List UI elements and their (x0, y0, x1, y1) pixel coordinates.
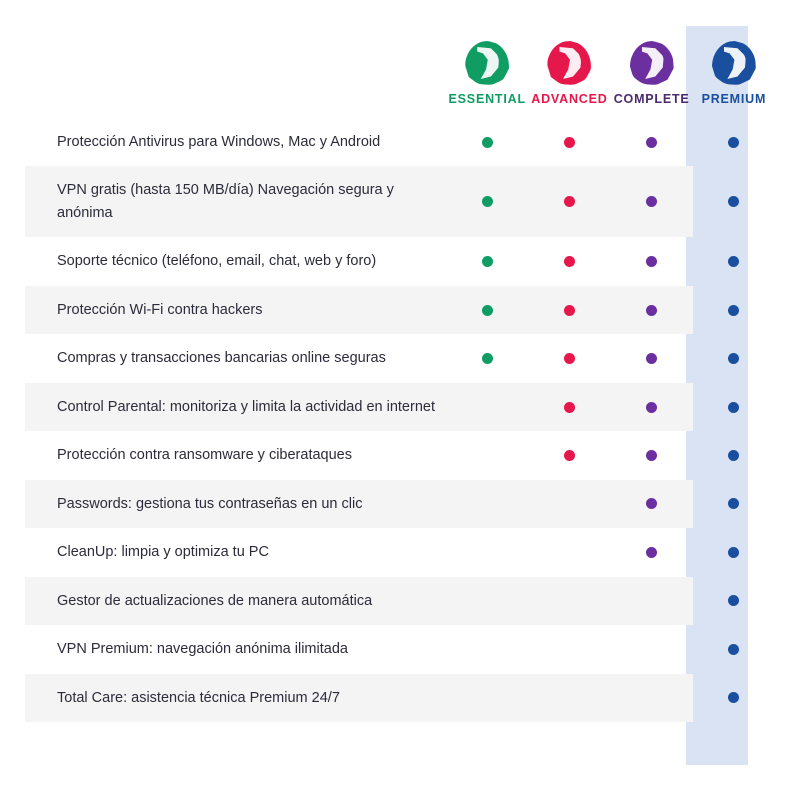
availability-cell-complete (611, 237, 693, 285)
feature-label: VPN Premium: navegación anónima ilimitada (57, 641, 348, 658)
feature-label: VPN gratis (hasta 150 MB/día) Navegación segura y anónima (57, 182, 394, 221)
availability-cell-premium (693, 334, 775, 382)
included-dot-icon (646, 402, 657, 413)
availability-cell-essential (446, 577, 528, 625)
plan-header-premium[interactable] (693, 0, 775, 118)
feature-label: Gestor de actualizaciones de manera automática (57, 592, 373, 609)
availability-cell-complete (611, 577, 693, 625)
table-header (25, 0, 775, 118)
feature-cell (25, 431, 446, 479)
included-dot-icon (728, 196, 739, 207)
availability-cell-essential (446, 431, 528, 479)
availability-cell-advanced (528, 118, 610, 166)
availability-cell-essential (446, 334, 528, 382)
included-dot-icon (482, 137, 493, 148)
not-included-blank (482, 547, 493, 558)
not-included-blank (564, 498, 575, 509)
availability-cell-advanced (528, 528, 610, 576)
availability-cell-premium (693, 237, 775, 285)
table-body (25, 118, 775, 722)
availability-cell-advanced (528, 383, 610, 431)
feature-cell (25, 237, 446, 285)
plan-name-label: PREMIUM (701, 92, 767, 106)
feature-cell (25, 674, 446, 722)
not-included-blank (646, 692, 657, 703)
table-row (25, 118, 775, 166)
plan-comparison-table (25, 0, 775, 722)
availability-cell-advanced (528, 577, 610, 625)
availability-cell-complete (611, 431, 693, 479)
feature-cell (25, 480, 446, 528)
feature-cell (25, 577, 446, 625)
not-included-blank (564, 595, 575, 606)
availability-cell-advanced (528, 625, 610, 673)
included-dot-icon (728, 256, 739, 267)
availability-cell-complete (611, 625, 693, 673)
included-dot-icon (728, 137, 739, 148)
table-row (25, 528, 775, 576)
included-dot-icon (564, 137, 575, 148)
not-included-blank (564, 547, 575, 558)
table-row (25, 431, 775, 479)
availability-cell-complete (611, 528, 693, 576)
included-dot-icon (564, 450, 575, 461)
feature-column-header (25, 0, 446, 118)
not-included-blank (564, 692, 575, 703)
availability-cell-advanced (528, 431, 610, 479)
availability-cell-premium (693, 431, 775, 479)
availability-cell-premium (693, 625, 775, 673)
included-dot-icon (564, 353, 575, 364)
table-row (25, 286, 775, 334)
availability-cell-complete (611, 674, 693, 722)
plan-header-advanced[interactable] (528, 0, 610, 118)
included-dot-icon (564, 305, 575, 316)
not-included-blank (482, 450, 493, 461)
plan-header-essential[interactable] (446, 0, 528, 118)
availability-cell-complete (611, 286, 693, 334)
feature-cell (25, 528, 446, 576)
feature-label: Control Parental: monitoriza y limita la actividad en internet (57, 398, 435, 415)
availability-cell-complete (611, 480, 693, 528)
feature-cell (25, 334, 446, 382)
feature-label: Protección Wi-Fi contra hackers (57, 301, 263, 318)
feature-label: Protección contra ransomware y ciberataques (57, 447, 352, 464)
included-dot-icon (482, 256, 493, 267)
feature-cell (25, 625, 446, 673)
availability-cell-essential (446, 480, 528, 528)
included-dot-icon (728, 692, 739, 703)
availability-cell-essential (446, 674, 528, 722)
table-row (25, 237, 775, 285)
shield-leaf-icon (465, 41, 509, 85)
included-dot-icon (728, 402, 739, 413)
included-dot-icon (564, 256, 575, 267)
availability-cell-essential (446, 625, 528, 673)
feature-label: Total Care: asistencia técnica Premium 24/7 (57, 689, 340, 706)
availability-cell-advanced (528, 286, 610, 334)
included-dot-icon (728, 595, 739, 606)
availability-cell-premium (693, 528, 775, 576)
included-dot-icon (728, 305, 739, 316)
availability-cell-premium (693, 166, 775, 237)
shield-leaf-icon (547, 41, 591, 85)
not-included-blank (482, 644, 493, 655)
availability-cell-premium (693, 118, 775, 166)
availability-cell-essential (446, 383, 528, 431)
table-row (25, 166, 775, 237)
plan-header-complete[interactable] (611, 0, 693, 118)
included-dot-icon (564, 196, 575, 207)
plan-name-label: ADVANCED (531, 92, 608, 106)
availability-cell-advanced (528, 237, 610, 285)
availability-cell-premium (693, 383, 775, 431)
included-dot-icon (646, 498, 657, 509)
included-dot-icon (728, 450, 739, 461)
not-included-blank (482, 498, 493, 509)
feature-cell (25, 166, 446, 237)
not-included-blank (564, 644, 575, 655)
included-dot-icon (646, 196, 657, 207)
availability-cell-premium (693, 286, 775, 334)
table-row (25, 577, 775, 625)
feature-cell (25, 383, 446, 431)
included-dot-icon (564, 402, 575, 413)
availability-cell-premium (693, 674, 775, 722)
plan-name-label: COMPLETE (613, 92, 690, 106)
availability-cell-essential (446, 286, 528, 334)
availability-cell-complete (611, 334, 693, 382)
availability-cell-advanced (528, 480, 610, 528)
availability-cell-advanced (528, 674, 610, 722)
feature-label: Compras y transacciones bancarias online seguras (57, 350, 386, 367)
availability-cell-advanced (528, 166, 610, 237)
shield-leaf-icon (712, 41, 756, 85)
availability-cell-essential (446, 118, 528, 166)
not-included-blank (646, 644, 657, 655)
included-dot-icon (482, 305, 493, 316)
table-row (25, 334, 775, 382)
included-dot-icon (646, 305, 657, 316)
availability-cell-complete (611, 383, 693, 431)
included-dot-icon (646, 547, 657, 558)
availability-cell-complete (611, 166, 693, 237)
availability-cell-advanced (528, 334, 610, 382)
included-dot-icon (646, 256, 657, 267)
included-dot-icon (646, 137, 657, 148)
included-dot-icon (728, 353, 739, 364)
feature-cell (25, 118, 446, 166)
availability-cell-premium (693, 480, 775, 528)
availability-cell-essential (446, 528, 528, 576)
included-dot-icon (482, 196, 493, 207)
table-row (25, 480, 775, 528)
included-dot-icon (646, 353, 657, 364)
not-included-blank (482, 402, 493, 413)
table-row (25, 625, 775, 673)
availability-cell-essential (446, 166, 528, 237)
included-dot-icon (728, 644, 739, 655)
feature-label: Soporte técnico (teléfono, email, chat, web y foro) (57, 253, 377, 270)
included-dot-icon (728, 547, 739, 558)
availability-cell-complete (611, 118, 693, 166)
shield-leaf-icon (630, 41, 674, 85)
included-dot-icon (728, 498, 739, 509)
availability-cell-premium (693, 577, 775, 625)
feature-label: Passwords: gestiona tus contraseñas en un clic (57, 495, 363, 512)
not-included-blank (482, 595, 493, 606)
availability-cell-essential (446, 237, 528, 285)
not-included-blank (482, 692, 493, 703)
feature-label: CleanUp: limpia y optimiza tu PC (57, 544, 269, 561)
included-dot-icon (482, 353, 493, 364)
feature-cell (25, 286, 446, 334)
table-row (25, 383, 775, 431)
included-dot-icon (646, 450, 657, 461)
feature-label: Protección Antivirus para Windows, Mac y Android (57, 134, 381, 150)
table-row (25, 674, 775, 722)
plan-name-label: ESSENTIAL (448, 92, 526, 106)
not-included-blank (646, 595, 657, 606)
